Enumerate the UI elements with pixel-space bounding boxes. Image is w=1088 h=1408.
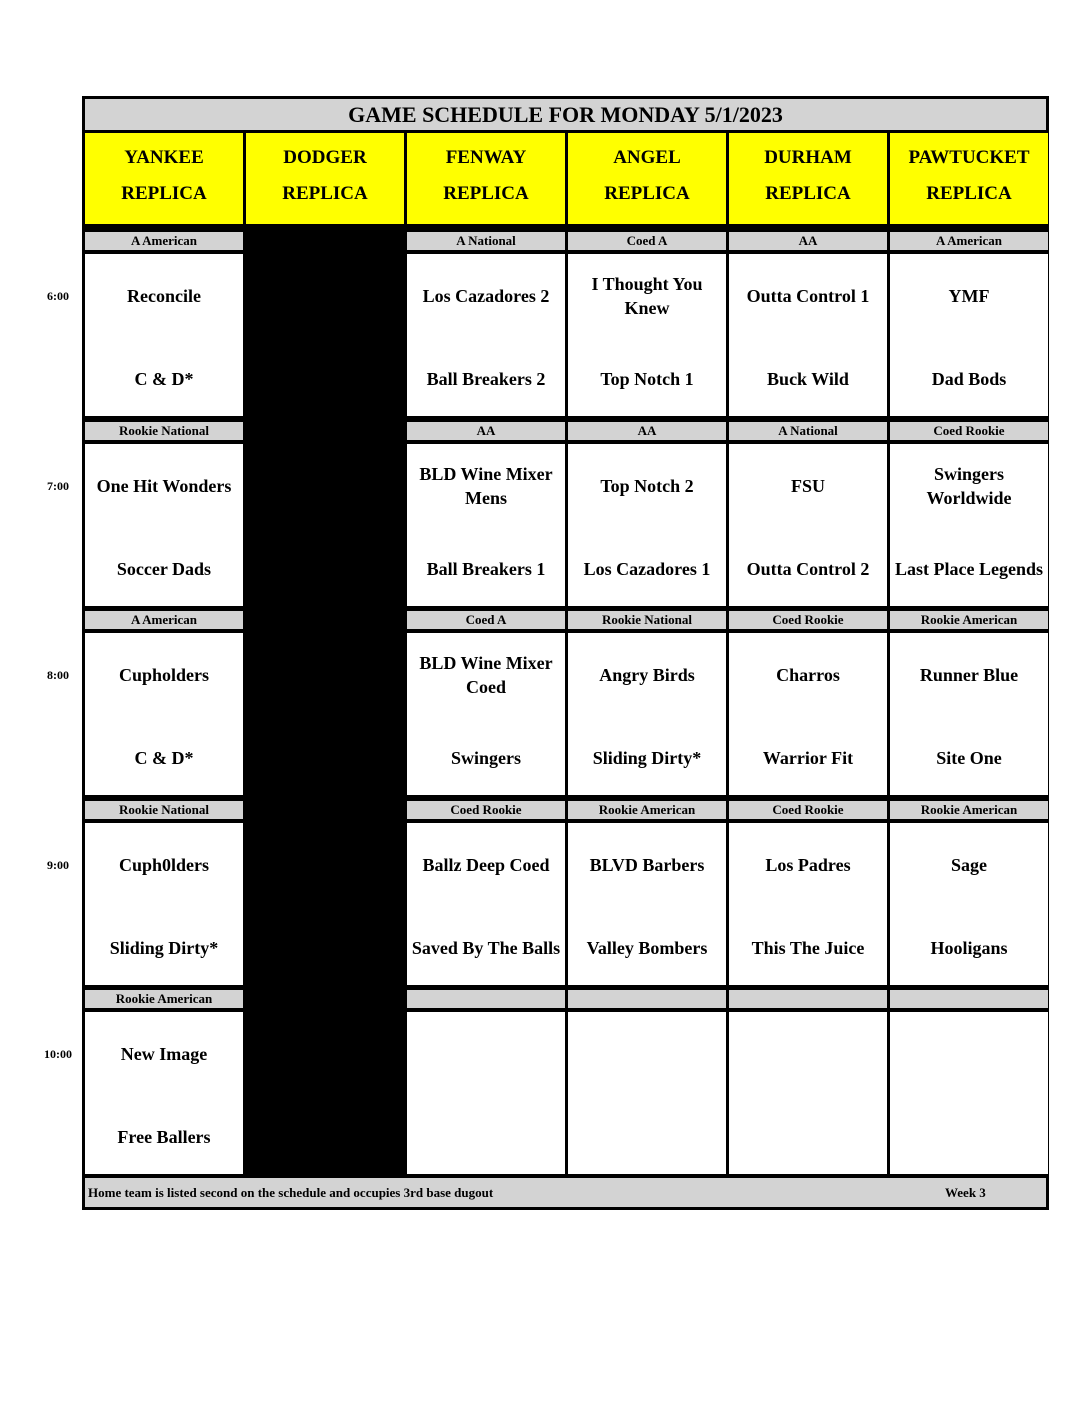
- field-header-fenway: [407, 133, 565, 224]
- game-cell: [568, 254, 726, 416]
- field-header-yankee: [85, 133, 243, 224]
- game-cell: [407, 444, 565, 606]
- division-label: AA: [407, 422, 565, 440]
- division-label: [890, 990, 1048, 1008]
- away-team: BLVD Barbers: [589, 854, 705, 875]
- field-header-dodger: [246, 133, 404, 224]
- division-label: Rookie American: [890, 611, 1048, 629]
- home-team: Sliding Dirty*: [109, 937, 219, 958]
- game-cell: [85, 823, 243, 985]
- home-team: Dad Bods: [931, 369, 1007, 389]
- away-team: Ballz Deep Coed: [422, 854, 550, 875]
- footer-note: Home team is listed second on the schedule and occupies 3rd base dugout: [88, 1185, 494, 1200]
- page-title: GAME SCHEDULE FOR MONDAY 5/1/2023: [85, 99, 1046, 130]
- home-team: Soccer Dads: [116, 558, 212, 579]
- away-team: I Thought You Knew: [591, 274, 703, 318]
- division-label: A National: [729, 422, 887, 440]
- field-header-pawtucket: [890, 133, 1048, 224]
- field-name: YANKEE: [124, 147, 204, 168]
- away-team: Charros: [776, 665, 840, 685]
- division-label: A American: [890, 232, 1048, 250]
- away-team: [729, 1028, 887, 1080]
- game-cell: [407, 1012, 565, 1174]
- division-label: AA: [568, 422, 726, 440]
- time-label: 10:00: [44, 1047, 72, 1061]
- field-subtitle: REPLICA: [604, 183, 690, 204]
- home-team: Ball Breakers 1: [426, 558, 546, 579]
- schedule-table: [82, 96, 1049, 1210]
- game-cell: [568, 633, 726, 795]
- away-team: [890, 1028, 1048, 1080]
- home-team: Top Notch 1: [600, 369, 694, 389]
- division-label: A National: [407, 232, 565, 250]
- away-team: Top Notch 2: [600, 475, 694, 496]
- game-cell: [568, 444, 726, 606]
- away-team: Reconcile: [127, 286, 201, 306]
- division-label: AA: [729, 232, 887, 250]
- home-team: C & D*: [134, 369, 194, 389]
- game-cell: [407, 633, 565, 795]
- field-subtitle: REPLICA: [926, 183, 1012, 204]
- home-team: Valley Bombers: [586, 937, 708, 958]
- game-cell: [407, 254, 565, 416]
- home-team: Buck Wild: [767, 369, 849, 389]
- home-team: Last Place Legends: [895, 558, 1043, 579]
- game-cell: [407, 823, 565, 985]
- game-cell: [729, 1012, 887, 1174]
- home-team: Warrior Fit: [762, 748, 854, 768]
- time-label: 9:00: [47, 857, 69, 872]
- game-cell: [890, 633, 1048, 795]
- field-subtitle: REPLICA: [121, 183, 207, 204]
- home-team: Los Cazadores 1: [583, 558, 711, 579]
- game-cell: [890, 254, 1048, 416]
- away-team: Cuph0lders: [118, 854, 210, 875]
- field-header-durham: [729, 133, 887, 224]
- field-subtitle: REPLICA: [443, 183, 529, 204]
- division-label: Rookie American: [890, 801, 1048, 819]
- time-label: 7:00: [47, 478, 69, 493]
- home-team: C & D*: [134, 748, 194, 768]
- away-team: BLD Wine Mixer Coed: [419, 653, 553, 697]
- home-team: Free Ballers: [117, 1127, 211, 1147]
- home-team: [890, 1111, 1048, 1163]
- division-label: Rookie American: [85, 990, 243, 1008]
- home-team: Swingers: [450, 748, 521, 768]
- away-team: BLD Wine Mixer Mens: [419, 463, 553, 508]
- away-team: New Image: [120, 1044, 208, 1064]
- home-team: [729, 1111, 887, 1163]
- away-team: Angry Birds: [599, 665, 695, 685]
- away-team: Outta Control 1: [746, 286, 870, 306]
- footer-bar: [85, 1178, 1046, 1207]
- division-label: A American: [85, 232, 243, 250]
- away-team: [568, 1028, 726, 1080]
- home-team: [568, 1111, 726, 1163]
- game-cell: [729, 444, 887, 606]
- field-name: DURHAM: [764, 147, 852, 168]
- game-cell: [85, 444, 243, 606]
- home-team: Ball Breakers 2: [426, 369, 546, 389]
- division-label: Coed Rookie: [729, 611, 887, 629]
- division-label: Coed Rookie: [890, 422, 1048, 440]
- field-name: PAWTUCKET: [908, 147, 1030, 168]
- game-cell: [729, 633, 887, 795]
- away-team: Los Cazadores 2: [422, 286, 550, 306]
- division-label: Coed A: [407, 611, 565, 629]
- game-cell: [568, 823, 726, 985]
- game-cell: [890, 1012, 1048, 1174]
- game-cell: [890, 823, 1048, 985]
- home-team: Saved By The Balls: [411, 937, 561, 958]
- division-label: [407, 990, 565, 1008]
- away-team: [407, 1028, 565, 1080]
- field-subtitle: REPLICA: [282, 183, 368, 204]
- home-team: Outta Control 2: [746, 558, 870, 579]
- home-team: [407, 1111, 565, 1163]
- division-label: [568, 990, 726, 1008]
- home-team: This The Juice: [751, 937, 865, 958]
- game-cell: [568, 1012, 726, 1174]
- closed-field-column: [246, 227, 404, 1172]
- away-team: Los Padres: [765, 854, 851, 875]
- division-label: Coed Rookie: [407, 801, 565, 819]
- game-cell: [890, 444, 1048, 606]
- division-label: Rookie National: [85, 422, 243, 440]
- away-team: Swingers Worldwide: [926, 463, 1012, 508]
- away-team: One Hit Wonders: [96, 475, 232, 496]
- division-label: Rookie American: [568, 801, 726, 819]
- away-team: Sage: [951, 854, 987, 875]
- game-cell: [85, 254, 243, 416]
- away-team: Runner Blue: [919, 665, 1019, 685]
- away-team: FSU: [790, 475, 825, 496]
- division-label: Coed Rookie: [729, 801, 887, 819]
- division-label: Rookie National: [568, 611, 726, 629]
- division-label: [729, 990, 887, 1008]
- time-label: 8:00: [47, 668, 69, 682]
- week-label: Week 3: [945, 1185, 986, 1200]
- field-name: FENWAY: [445, 147, 527, 168]
- field-subtitle: REPLICA: [765, 183, 851, 204]
- away-team: Cupholders: [118, 665, 210, 685]
- division-label: A American: [85, 611, 243, 629]
- division-label: Rookie National: [85, 801, 243, 819]
- away-team: YMF: [948, 286, 990, 306]
- home-team: Site One: [936, 748, 1002, 768]
- game-cell: [729, 254, 887, 416]
- time-label: 6:00: [47, 289, 69, 303]
- field-header-angel: [568, 133, 726, 224]
- game-cell: [729, 823, 887, 985]
- game-cell: [85, 633, 243, 795]
- field-name: DODGER: [283, 147, 367, 168]
- division-label: Coed A: [568, 232, 726, 250]
- home-team: Hooligans: [930, 937, 1008, 958]
- home-team: Sliding Dirty*: [592, 748, 702, 768]
- game-cell: [85, 1012, 243, 1174]
- field-name: ANGEL: [613, 147, 681, 168]
